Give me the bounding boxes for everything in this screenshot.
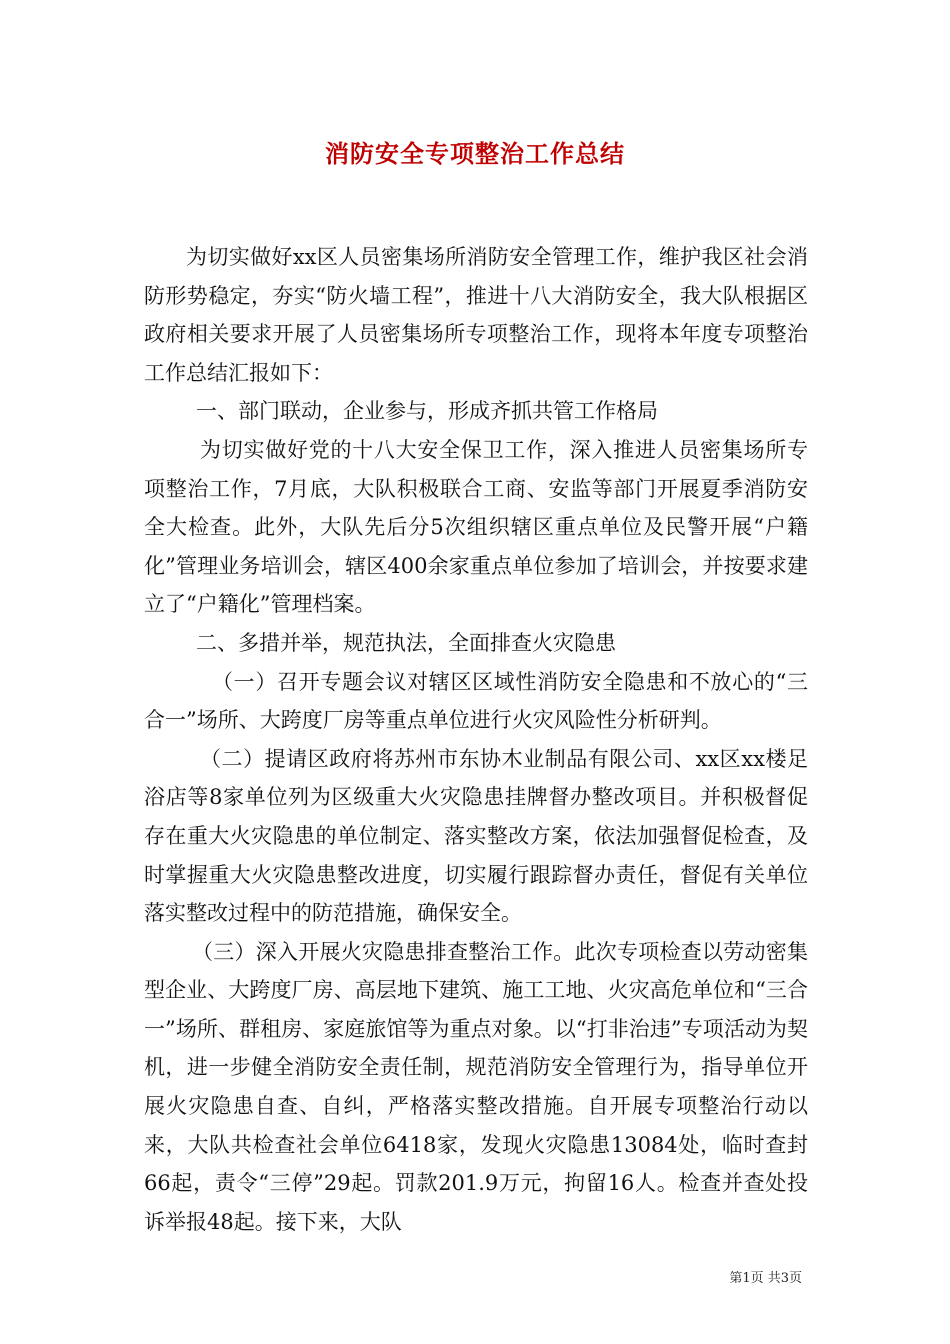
page-number-footer: 第1页 共3页 bbox=[729, 1271, 802, 1286]
subsection-2-paragraph: （二）提请区政府将苏州市东协木业制品有限公司、xx区xx楼足浴店等8家单位列为区级重大火灾隐患挂牌督办整改项目。并积极督促存在重大火灾隐患的单位制定、落实整改方案，依法加强督促检查，及时掌握重大火灾隐患整改进度，切实履行跟踪督办责任，督促有关单位落实整改过程中的防范措施，确保安全。 bbox=[144, 746, 808, 926]
subsection-3-paragraph: （三）深入开展火灾隐患排查整治工作。此次专项检查以劳动密集型企业、大跨度厂房、高层地下建筑、施工工地、火灾高危单位和“三合一”场所、群租房、家庭旅馆等为重点对象。以“打非治违”专项活动为契机，进一步健全消防安全责任制，规范消防安全管理行为，指导单位开展火灾隐患自查、自纠，严格落实整改措施。自开展专项整治行动以来，大队共检查社会单位6418家，发现火灾隐患13084处，临时查封66起，责令“三停”29起。罚款201.9万元，拘留16人。检查并查处投诉举报48起。接下来，大队 bbox=[144, 939, 808, 1234]
intro-paragraph: 为切实做好xx区人员密集场所消防安全管理工作，维护我区社会消防形势稳定，夯实“防火墙工程”，推进十八大消防安全，我大队根据区政府相关要求开展了人员密集场所专项整治工作，现将本年度专项整治工作总结汇报如下： bbox=[144, 245, 808, 385]
section-heading-1: 一、部门联动，企业参与，形成齐抓共管工作格局 bbox=[196, 399, 658, 424]
subsection-1-paragraph: （一）召开专题会议对辖区区域性消防安全隐患和不放心的“三合一”场所、大跨度厂房等重点单位进行火灾风险性分析研判。 bbox=[144, 669, 808, 733]
document-title: 消防安全专项整治工作总结 bbox=[325, 139, 625, 168]
section-heading-2: 二、多措并举，规范执法，全面排查火灾隐患 bbox=[196, 630, 616, 655]
document-body bbox=[144, 238, 808, 1241]
section-1-paragraph: 为切实做好党的十八大安全保卫工作，深入推进人员密集场所专项整治工作，7月底，大队积极联合工商、安监等部门开展夏季消防安全大检查。此外，大队先后分5次组织辖区重点单位及民警开展“户籍化”管理业务培训会，辖区400余家重点单位参加了培训会，并按要求建立了“户籍化”管理档案。 bbox=[144, 437, 808, 617]
